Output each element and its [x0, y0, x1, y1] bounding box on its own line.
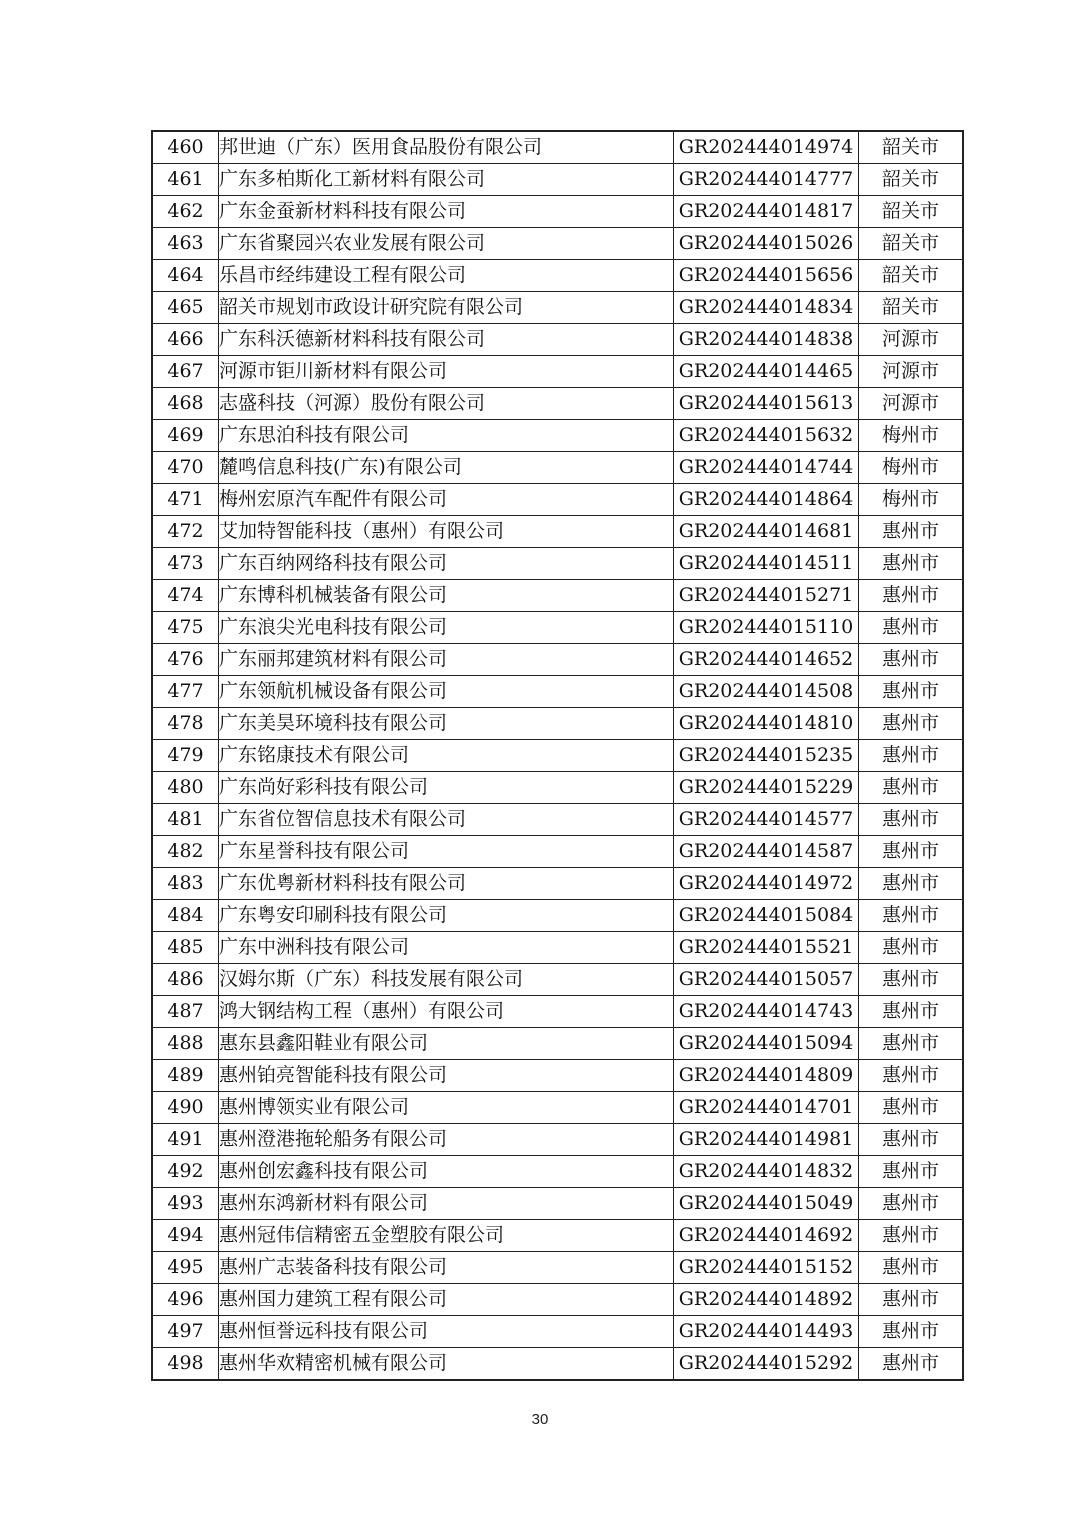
city-name: 惠州市: [859, 1156, 964, 1188]
city-name: 梅州市: [859, 452, 964, 484]
certificate-number: GR202444014701: [674, 1092, 859, 1124]
table-row: [152, 1124, 963, 1156]
certificate-number: GR202444014809: [674, 1060, 859, 1092]
certificate-number: GR202444014817: [674, 196, 859, 228]
table-row: [152, 164, 963, 196]
city-name: 韶关市: [859, 131, 964, 164]
company-name: 广东多柏斯化工新材料有限公司: [219, 164, 674, 196]
row-number: 463: [152, 228, 219, 260]
city-name: 惠州市: [859, 580, 964, 612]
table-row: [152, 324, 963, 356]
row-number: 479: [152, 740, 219, 772]
city-name: 惠州市: [859, 740, 964, 772]
company-name: 广东丽邦建筑材料有限公司: [219, 644, 674, 676]
table-row: [152, 228, 963, 260]
table-row: [152, 676, 963, 708]
company-name: 梅州宏原汽车配件有限公司: [219, 484, 674, 516]
company-name: 邦世迪（广东）医用食品股份有限公司: [219, 131, 674, 164]
table-row: [152, 708, 963, 740]
company-name: 广东中洲科技有限公司: [219, 932, 674, 964]
row-number: 474: [152, 580, 219, 612]
city-name: 韶关市: [859, 292, 964, 324]
certificate-number: GR202444015632: [674, 420, 859, 452]
row-number: 472: [152, 516, 219, 548]
row-number: 473: [152, 548, 219, 580]
row-number: 495: [152, 1252, 219, 1284]
certificate-number: GR202444015084: [674, 900, 859, 932]
table-row: [152, 548, 963, 580]
row-number: 498: [152, 1348, 219, 1381]
city-name: 惠州市: [859, 676, 964, 708]
certificate-number: GR202444015271: [674, 580, 859, 612]
city-name: 惠州市: [859, 932, 964, 964]
city-name: 惠州市: [859, 1284, 964, 1316]
row-number: 482: [152, 836, 219, 868]
certificate-number: GR202444014832: [674, 1156, 859, 1188]
company-name: 广东博科机械装备有限公司: [219, 580, 674, 612]
table-row: [152, 900, 963, 932]
row-number: 491: [152, 1124, 219, 1156]
certificate-number: GR202444014508: [674, 676, 859, 708]
row-number: 469: [152, 420, 219, 452]
company-name: 惠东县鑫阳鞋业有限公司: [219, 1028, 674, 1060]
company-name: 广东铭康技术有限公司: [219, 740, 674, 772]
row-number: 476: [152, 644, 219, 676]
certificate-number: GR202444015026: [674, 228, 859, 260]
company-name: 韶关市规划市政设计研究院有限公司: [219, 292, 674, 324]
certificate-number: GR202444015656: [674, 260, 859, 292]
company-name: 惠州国力建筑工程有限公司: [219, 1284, 674, 1316]
row-number: 470: [152, 452, 219, 484]
certificate-number: GR202444014511: [674, 548, 859, 580]
company-name: 惠州创宏鑫科技有限公司: [219, 1156, 674, 1188]
certificate-number: GR202444015235: [674, 740, 859, 772]
company-name: 鸿大钢结构工程（惠州）有限公司: [219, 996, 674, 1028]
certificate-number: GR202444014892: [674, 1284, 859, 1316]
row-number: 460: [152, 131, 219, 164]
certificate-number: GR202444014692: [674, 1220, 859, 1252]
table-row: [152, 260, 963, 292]
table-row: [152, 772, 963, 804]
city-name: 韶关市: [859, 260, 964, 292]
row-number: 481: [152, 804, 219, 836]
certificate-number: GR202444015049: [674, 1188, 859, 1220]
table-row: [152, 1092, 963, 1124]
table-row: [152, 1316, 963, 1348]
city-name: 惠州市: [859, 996, 964, 1028]
company-name: 惠州东鸿新材料有限公司: [219, 1188, 674, 1220]
certificate-number: GR202444014838: [674, 324, 859, 356]
company-name: 乐昌市经纬建设工程有限公司: [219, 260, 674, 292]
certificate-number: GR202444014974: [674, 131, 859, 164]
table-row: [152, 420, 963, 452]
row-number: 467: [152, 356, 219, 388]
row-number: 496: [152, 1284, 219, 1316]
certificate-number: GR202444014777: [674, 164, 859, 196]
row-number: 478: [152, 708, 219, 740]
table-row: [152, 388, 963, 420]
table-row: [152, 1348, 963, 1381]
city-name: 韶关市: [859, 196, 964, 228]
certificate-number: GR202444014577: [674, 804, 859, 836]
company-name: 艾加特智能科技（惠州）有限公司: [219, 516, 674, 548]
row-number: 483: [152, 868, 219, 900]
company-name: 麓鸣信息科技(广东)有限公司: [219, 452, 674, 484]
company-name: 广东尚好彩科技有限公司: [219, 772, 674, 804]
city-name: 惠州市: [859, 868, 964, 900]
city-name: 惠州市: [859, 772, 964, 804]
certificate-number: GR202444014810: [674, 708, 859, 740]
company-name: 广东星誉科技有限公司: [219, 836, 674, 868]
table-row: [152, 292, 963, 324]
table-row: [152, 740, 963, 772]
row-number: 466: [152, 324, 219, 356]
row-number: 477: [152, 676, 219, 708]
row-number: 475: [152, 612, 219, 644]
city-name: 河源市: [859, 324, 964, 356]
table-row: [152, 1028, 963, 1060]
table-row: [152, 1060, 963, 1092]
company-name: 广东省位智信息技术有限公司: [219, 804, 674, 836]
row-number: 480: [152, 772, 219, 804]
company-name: 广东思泊科技有限公司: [219, 420, 674, 452]
city-name: 惠州市: [859, 900, 964, 932]
city-name: 惠州市: [859, 1220, 964, 1252]
certificate-number: GR202444014652: [674, 644, 859, 676]
company-name: 广东百纳网络科技有限公司: [219, 548, 674, 580]
company-name: 广东美昊环境科技有限公司: [219, 708, 674, 740]
certificate-number: GR202444014493: [674, 1316, 859, 1348]
row-number: 490: [152, 1092, 219, 1124]
company-name: 河源市钜川新材料有限公司: [219, 356, 674, 388]
certificate-number: GR202444015229: [674, 772, 859, 804]
certificate-number: GR202444014465: [674, 356, 859, 388]
certificate-number: GR202444014864: [674, 484, 859, 516]
company-name: 广东领航机械设备有限公司: [219, 676, 674, 708]
row-number: 488: [152, 1028, 219, 1060]
row-number: 468: [152, 388, 219, 420]
certificate-number: GR202444014834: [674, 292, 859, 324]
table-row: [152, 131, 963, 164]
row-number: 471: [152, 484, 219, 516]
certificate-number: GR202444014681: [674, 516, 859, 548]
row-number: 464: [152, 260, 219, 292]
city-name: 惠州市: [859, 1188, 964, 1220]
certificate-number: GR202444014587: [674, 836, 859, 868]
company-name: 汉姆尔斯（广东）科技发展有限公司: [219, 964, 674, 996]
row-number: 494: [152, 1220, 219, 1252]
certificate-number: GR202444014743: [674, 996, 859, 1028]
city-name: 惠州市: [859, 612, 964, 644]
city-name: 梅州市: [859, 420, 964, 452]
city-name: 惠州市: [859, 1028, 964, 1060]
city-name: 惠州市: [859, 836, 964, 868]
table-row: [152, 580, 963, 612]
table-row: [152, 484, 963, 516]
city-name: 惠州市: [859, 1092, 964, 1124]
table-row: [152, 1220, 963, 1252]
row-number: 486: [152, 964, 219, 996]
table-row: [152, 452, 963, 484]
row-number: 485: [152, 932, 219, 964]
company-name: 广东科沃德新材料科技有限公司: [219, 324, 674, 356]
city-name: 惠州市: [859, 1348, 964, 1381]
row-number: 487: [152, 996, 219, 1028]
company-name: 广东省聚园兴农业发展有限公司: [219, 228, 674, 260]
row-number: 461: [152, 164, 219, 196]
table-row: [152, 868, 963, 900]
company-name: 广东粤安印刷科技有限公司: [219, 900, 674, 932]
certificate-number: GR202444014972: [674, 868, 859, 900]
table-row: [152, 516, 963, 548]
table-row: [152, 1252, 963, 1284]
table-row: [152, 804, 963, 836]
city-name: 梅州市: [859, 484, 964, 516]
company-name: 志盛科技（河源）股份有限公司: [219, 388, 674, 420]
row-number: 489: [152, 1060, 219, 1092]
certificate-number: GR202444015613: [674, 388, 859, 420]
city-name: 河源市: [859, 356, 964, 388]
table-row: [152, 996, 963, 1028]
city-name: 惠州市: [859, 644, 964, 676]
city-name: 惠州市: [859, 804, 964, 836]
company-name: 广东金蚕新材料科技有限公司: [219, 196, 674, 228]
city-name: 惠州市: [859, 1124, 964, 1156]
table-row: [152, 1284, 963, 1316]
table-row: [152, 1188, 963, 1220]
company-name: 广东优粤新材料科技有限公司: [219, 868, 674, 900]
certificate-number: GR202444014981: [674, 1124, 859, 1156]
table-row: [152, 356, 963, 388]
row-number: 492: [152, 1156, 219, 1188]
table-row: [152, 612, 963, 644]
page-number: 30: [531, 1411, 549, 1428]
city-name: 惠州市: [859, 1060, 964, 1092]
certificate-number: GR202444015110: [674, 612, 859, 644]
enterprise-table: [151, 130, 964, 1381]
city-name: 韶关市: [859, 164, 964, 196]
city-name: 惠州市: [859, 1316, 964, 1348]
company-name: 广东浪尖光电科技有限公司: [219, 612, 674, 644]
row-number: 465: [152, 292, 219, 324]
certificate-number: GR202444015094: [674, 1028, 859, 1060]
table-row: [152, 644, 963, 676]
city-name: 惠州市: [859, 516, 964, 548]
certificate-number: GR202444015521: [674, 932, 859, 964]
city-name: 惠州市: [859, 1252, 964, 1284]
certificate-number: GR202444014744: [674, 452, 859, 484]
certificate-number: GR202444015057: [674, 964, 859, 996]
table-row: [152, 964, 963, 996]
city-name: 韶关市: [859, 228, 964, 260]
table-row: [152, 932, 963, 964]
row-number: 497: [152, 1316, 219, 1348]
certificate-number: GR202444015152: [674, 1252, 859, 1284]
city-name: 惠州市: [859, 964, 964, 996]
company-name: 惠州恒誉远科技有限公司: [219, 1316, 674, 1348]
row-number: 484: [152, 900, 219, 932]
row-number: 462: [152, 196, 219, 228]
company-name: 惠州博领实业有限公司: [219, 1092, 674, 1124]
company-name: 惠州澄港拖轮船务有限公司: [219, 1124, 674, 1156]
certificate-number: GR202444015292: [674, 1348, 859, 1381]
table-row: [152, 836, 963, 868]
enterprise-table-body: [152, 131, 963, 1380]
company-name: 惠州铂亮智能科技有限公司: [219, 1060, 674, 1092]
company-name: 惠州华欢精密机械有限公司: [219, 1348, 674, 1381]
city-name: 河源市: [859, 388, 964, 420]
row-number: 493: [152, 1188, 219, 1220]
company-name: 惠州冠伟信精密五金塑胶有限公司: [219, 1220, 674, 1252]
table-row: [152, 1156, 963, 1188]
city-name: 惠州市: [859, 708, 964, 740]
table-row: [152, 196, 963, 228]
company-name: 惠州广志装备科技有限公司: [219, 1252, 674, 1284]
city-name: 惠州市: [859, 548, 964, 580]
